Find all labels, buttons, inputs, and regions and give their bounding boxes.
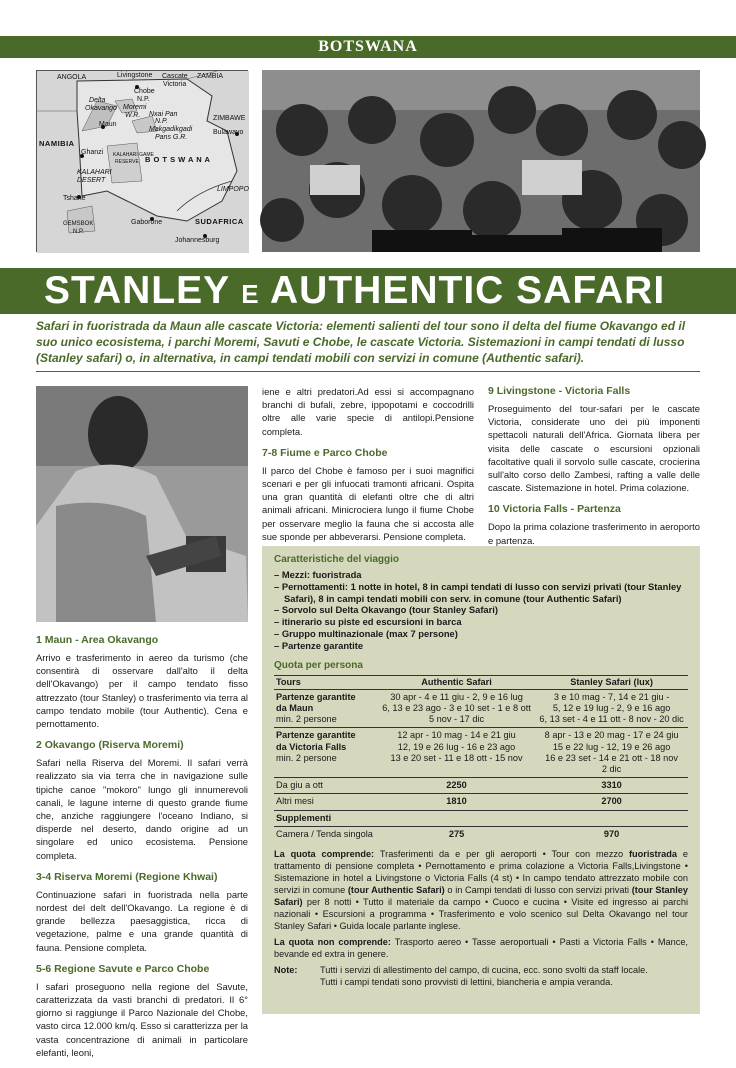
map-label-okavango: Okavango [85,105,117,112]
map-label-delta: Delta [89,97,106,104]
map-label-bulawayo: Bulawayo [213,129,244,136]
day7-text: Il parco del Chobe è famoso per i suoi magnifici scenari e per gli infuocati tramonti africani. Ospita una gran quantità di elefanti oltre che di altri animali africani. Minicrociera lungo il fiume Chobe per osservare meglio la fauna che si accosta alle sue sponde per abbeverarsi. Pensione completa. [262,464,474,542]
day7-heading: 7-8 Fiume e Parco Chobe [262,446,388,459]
map-label-chobe: Chobe [134,88,155,95]
day10-heading: 10 Victoria Falls - Partenza [488,503,621,516]
row2-authentic: 1810 [378,794,535,810]
vf-label-cell [274,728,378,778]
table-row [274,810,688,826]
map-label-nxai-pan: Nxai Pan [149,111,178,118]
map-label-ghanzi: Ghanzi [81,149,104,156]
maun-min: min. 2 persone [276,714,337,725]
title-part1: STANLEY [44,269,230,312]
supp1-stanley: 970 [535,826,688,842]
includes-bold: (tour Stanley Safari) [274,885,689,908]
row2-stanley: 2700 [535,794,688,810]
maun-label1: Partenze garantite [276,691,356,702]
date-line: 30 apr - 4 e 11 giu - 2, 9 e 16 lug [390,691,523,702]
table-row [274,778,688,794]
excludes-label: La quota non comprende: [274,937,391,948]
map-label-namibia: NAMIBIA [39,139,75,148]
maun-label-cell [274,689,378,728]
feature-item: – Partenze garantite [274,640,688,652]
date-line: 3 e 10 mag - 7, 14 e 21 giu - [553,691,670,702]
map-label-johannesburg: Johannesburg [175,237,220,244]
map-label-moremi: Moremi [123,104,147,111]
itinerary-column-3 [488,385,700,556]
table-row [274,689,688,728]
table-row [274,794,688,810]
map-label-gemsbok: GEMSBOK [63,221,94,227]
title-part2: AUTHENTIC SAFARI [270,269,666,312]
map-label-wr: W.R. [125,112,141,119]
maun-stanley-dates [535,689,688,728]
map-label-maun: Maun [99,121,117,128]
feature-item: – Pernottamenti: 1 notte in hotel, 8 in campi tendati di lusso con servizi privati (tour Stanley Safari), 8 in campi tendati mobili con serv. in comune (tour Authentic Safari) [274,581,688,605]
date-line: 5, 12 e 19 lug - 2, 9 e 16 ago [552,702,671,713]
day5-continued-text: iene e altri predatori.Ad essi si accompagnano branchi di bufali, zebre, ippopotami e coccodrilli oltre alle varie specie di antilopi.Pensione completa. [262,386,474,437]
row1-authentic: 2250 [378,778,535,794]
day10-text: Dopo la prima colazione trasferimento in aeroporto e partenza. [488,521,700,546]
day9-text: Proseguimento del tour-safari per le cascate Victoria, considerate uno dei più imponenti spettacoli naturali dell'Africa. Giornata libera per visita delle cascate o escursioni opzionali facoltative quali il sorvolo sulle cascate, crocierina sull'alto corso dello Zambesi, rafting a valle delle cascate. Sistemazione in hotel. Prima colazione. [488,403,700,494]
includes-text: e trattamento di pensione completa • Pernottamento e prima colazione a Victoria Falls,Livingstone • Sistemazione in hotel a Livingstone o Victoria Falls (4 st) • In campo tendato attrezzato mobile con servizi in comune [274,849,689,896]
row1-stanley: 3310 [535,778,688,794]
vf-stanley-dates [535,728,688,778]
feature-item: – itinerario su piste ed escursioni in barca [274,616,688,628]
title-banner [0,268,736,314]
note-label: Note: [274,965,298,976]
map-label-zimbawe: ZIMBAWE [213,115,246,122]
map-label-kalahari-game: KALAHARI GAME [113,152,154,158]
map-label-victoria: Victoria [163,81,187,88]
date-line: 13 e 20 set - 11 e 18 ott - 15 nov [390,752,523,763]
features-heading: Caratteristiche del viaggio [274,554,400,565]
note-line: Tutti i campi tendati sono provvisti di lettini, biancheria e ampia veranda. [320,977,613,988]
vf-label2: da Victoria Falls [276,741,347,752]
vf-authentic-dates [378,728,535,778]
date-line: 12 apr - 10 mag - 14 e 21 giu [397,730,516,741]
vf-label1: Partenze garantite [276,730,356,741]
map-label-chobe-np: N.P. [137,96,150,103]
children-photo [262,70,700,252]
title-conj: E [241,279,260,309]
features-list [274,569,688,652]
col-stanley: Stanley Safari (lux) [535,675,688,689]
date-line: 8 apr - 13 e 20 mag - 17 e 24 giu [544,730,679,741]
includes-text: Trasferimenti da e per gli aeroporti • Tour con mezzo [374,849,629,860]
col-authentic: Authentic Safari [378,675,535,689]
prices-heading: Quota per persona [274,659,363,671]
price-table-header [274,675,688,689]
day5-text: I safari proseguono nella regione del Savute, caratterizzata da vasti branchi di predatori. Il 6° giorno si raggiunge il Parco Nazionale del Chobe, vasto circa 12.000 km/q. Esso si caratterizza per la vasta concentrazione di animali in particolare elefanti, leoni, [36,980,248,1058]
supplements-label: Supplementi [274,810,688,826]
map-label-makgadikgadi: Makgadikgadi [149,126,193,133]
map-label-reserve: RESERVE [115,159,139,165]
note-line: Tutti i servizi di allestimento del campo, di cucina, ecc. sono svolti da staff locale. [320,965,648,976]
includes-label: La quota comprende: [274,849,375,860]
trip-info-box [262,546,700,1014]
maun-authentic-dates [378,689,535,728]
includes-paragraph [274,848,688,932]
map-label-botswana: B O T S W A N A [145,155,211,164]
date-line: 6, 13 e 23 ago - 3 e 10 set - 1 e 8 ott [382,702,531,713]
botswana-map [36,70,248,252]
itinerary-column-2 [262,385,474,552]
day3-text: Continuazione safari in fuoristrada nella parte nordest del delt dell'Okavango. La regione è di grande bellezza paesaggistica, ricca di vegetazione, palme e una grande quantità di fauna. Pensione completa. [36,888,248,953]
feature-item: – Gruppo multinazionale (max 7 persone) [274,628,688,640]
maun-label2: da Maun [276,702,314,713]
date-line: 15 e 22 lug - 12, 19 e 26 ago [552,741,671,752]
includes-bold: (tour Authentic Safari) [347,885,445,896]
day3-heading: 3-4 Riserva Moremi (Regione Khwai) [36,870,218,883]
day1-heading: 1 Maun - Area Okavango [36,634,159,646]
intro-text: Safari in fuoristrada da Maun alle cascate Victoria: elementi salienti del tour sono il delta del fiume Okavango ed il suo unico ecosistema, i parchi Moremi, Savuti e Chobe, le cascate Victoria. Sistemazioni in campi tendati di lusso (Stanley safari) o, in alternativa, in campi tendati mobili con servizi in comune (Authentic safari). [36,319,686,365]
row2-label: Altri mesi [274,794,378,810]
feature-item: – Mezzi: fuoristrada [274,569,688,581]
day5-heading: 5-6 Regione Savute e Parco Chobe [36,962,210,975]
vf-min: min. 2 persone [276,752,337,763]
map-label-cascate: Cascate [162,73,188,80]
map-label-zambia: ZAMBIA [197,73,224,80]
man-photo-drawing [36,386,248,622]
map-label-desert: DESERT [77,177,106,184]
date-line: 12, 19 e 26 lug - 16 e 23 ago [397,741,516,752]
price-table [274,675,688,842]
map-label-gemsbok-np: N.P. [73,229,84,235]
day9-heading: 9 Livingstone - Victoria Falls [488,385,631,397]
note-lines [320,964,648,988]
map-label-limpopo: LIMPOPO [217,186,249,193]
day1-text: Arrivo e trasferimento in aereo da turismo (che consentirà di osservare dall'alto il delta dell'Okavango) per il campo tendato fisso attrezzato (tour Stanley) o trasferimento via terra al campo tendato mobile (tour Authentic). Cena e pernottamento. [36,652,248,730]
table-row [274,826,688,842]
includes-text: o in Campi tendati di lusso con servizi privati [444,885,632,896]
intro-divider [36,371,700,372]
children-photo-drawing [262,70,700,252]
country-name: BOTSWANA [318,38,418,55]
map-label-angola: ANGOLA [57,74,87,81]
col-tours: Tours [274,675,378,689]
man-photo [36,386,248,622]
excludes-text: Trasporto aereo • Tasse aeroportuali • Pasti a Victoria Falls • Mance, bevande ed extra in genere. [274,937,688,960]
excludes-paragraph [274,936,688,960]
map-label-kalahari: KALAHARI [77,169,112,176]
day2-heading: 2 Okavango (Riserva Moremi) [36,739,184,752]
country-header [0,36,736,58]
note-block [274,964,688,988]
page-title [44,271,665,314]
includes-bold: fuoristrada [629,849,677,860]
map-label-pans: Pans G.R. [155,134,188,141]
supp1-label: Camera / Tenda singola [274,826,378,842]
map-label-tshane: Tshane [63,195,86,202]
itinerary-column-1 [36,634,248,1068]
map-label-livingstone: Livingstone [117,72,153,79]
date-line: 5 nov - 17 dic [428,714,485,725]
date-line: 6, 13 set - 4 e 11 ott - 8 nov - 20 dic [539,714,684,725]
feature-item: – Sorvolo sul Delta Okavango (tour Stanley Safari) [274,604,688,616]
supp1-authentic: 275 [378,826,535,842]
table-row [274,728,688,778]
map-label-nxai-np: N.P. [155,118,168,125]
row1-label: Da giu a ott [274,778,378,794]
map-label-sudafrica: SUDAFRICA [195,217,244,226]
day2-text: Safari nella Riserva del Moremi. Il safari verrà realizzato sia via terra che in navigazione sulle tipiche canoe "mokoro" lungo gli innumerevoli canali, le lagune interne di questo grande fiume che, anziche raggiungere l'oceano Indiano, si disperde nel deserto, dando origine ad un singolare ed unico ecosistema. Pensione completa. [36,757,248,861]
map-label-gaborone: Gaborone [131,219,163,226]
date-line: 2 dic [601,764,622,774]
date-line: 16 e 23 set - 14 e 21 ott - 18 nov [545,752,678,763]
includes-text: per 8 notti • Tutto il materiale da campo • Cuoco e cucina • Visite ed ingresso ai parchi nazionali • Escursioni a programma • Trasferimento e volo scenico sul Delta Okavango nel tour Stanley Safari • Guida locale parlante inglese. [274,897,688,932]
